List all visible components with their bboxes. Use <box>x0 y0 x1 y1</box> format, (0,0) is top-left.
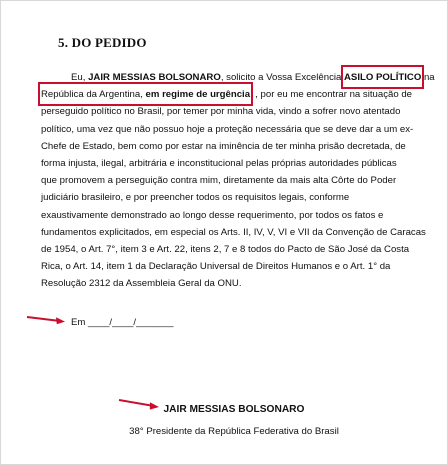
text-run: na <box>421 72 435 83</box>
text-run: perseguido político no Brasil, por temer por minha vida, vindo a sofrer novo atentado <box>41 106 401 118</box>
text-run: Rica, o Art. 14, item 1 da Declaração Universal de Direitos Humanos e o Art. 1° da <box>41 261 391 273</box>
text-run: Eu, <box>71 72 89 83</box>
section-heading: 5. DO PEDIDO <box>58 35 147 50</box>
text-run: exaustivamente demonstrado ao longo desse requerimento, por todos os fatos e <box>41 209 384 221</box>
text-run: República da Argentina, <box>41 89 146 101</box>
paragraph-line <box>41 207 412 224</box>
paragraph-line <box>41 172 412 189</box>
red-arrow-icon <box>25 313 67 325</box>
paragraph-line <box>41 275 412 292</box>
text-run: forma injusta, ilegal, arbitrária e inconstitucional pelas próprias autoridades públicas <box>41 157 397 169</box>
country-urgency-highlight <box>41 86 250 103</box>
paragraph-line <box>41 155 412 172</box>
paragraph-line <box>41 224 426 241</box>
urgency-text: em regime de urgência <box>145 89 251 101</box>
asylum-highlight: ASILO POLÍTICO <box>344 69 421 86</box>
requester-name: JAIR MESSIAS BOLSONARO <box>88 72 221 83</box>
text-run: , por eu me encontrar na situação de <box>255 89 412 101</box>
text-run: judiciário brasileiro, e por preencher todos os requisitos legais, conforme <box>41 192 350 204</box>
text-run: , solicito a Vossa Excelência <box>220 72 344 83</box>
paragraph-line <box>41 241 412 258</box>
paragraph-line <box>41 189 412 206</box>
paragraph-line <box>41 258 412 275</box>
text-run: Chefe de Estado, bem como por estar na iminência de ter minha prisão decretada, de <box>41 140 406 152</box>
text-run: de 1954, o Art. 7°, item 3 e Art. 22, itens 2, 7 e 8 todos do Pacto de São José da Costa <box>41 243 410 255</box>
request-paragraph <box>41 69 435 292</box>
paragraph-line <box>41 138 412 155</box>
signature-name: JAIR MESSIAS BOLSONARO <box>163 404 305 415</box>
signature-title: 38° Presidente da República Federativa do Brasil <box>129 426 339 437</box>
text-run: Resolução 2312 da Assembleia Geral da ONU. <box>41 278 242 290</box>
text-run: fundamentos explicitados, em especial os Arts. II, IV, V, VI e VII da Convenção de Caracas <box>41 226 426 238</box>
date-field: Em ____/____/_______ <box>71 317 174 328</box>
paragraph-line <box>41 121 412 138</box>
text-run: que promovem a perseguição contra mim, diretamente da mais alta Côrte do Poder <box>41 175 397 187</box>
text-run: político, uma vez que não possuo hoje a proteção necessária que se deve dar a um ex- <box>41 123 414 135</box>
